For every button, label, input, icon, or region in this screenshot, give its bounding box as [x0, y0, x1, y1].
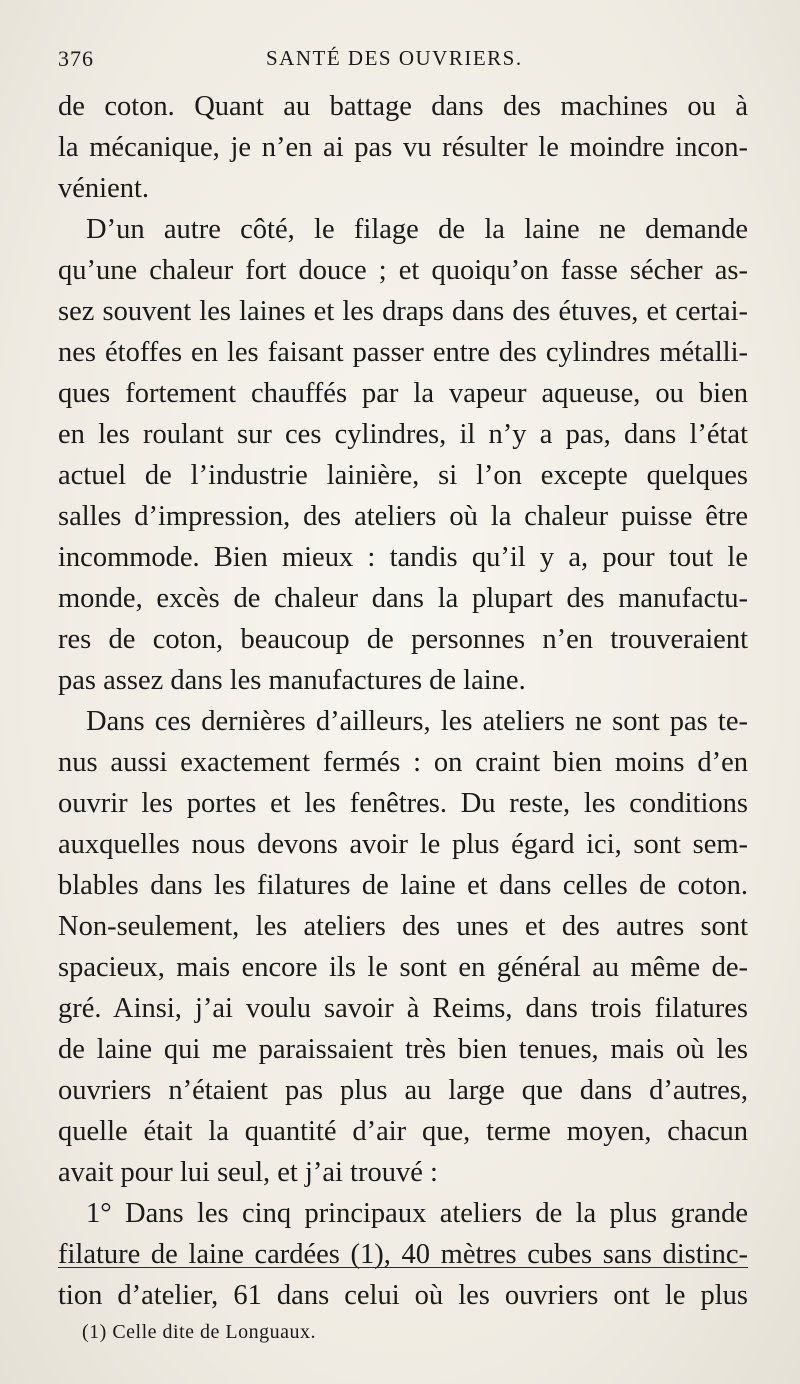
running-head: SANTÉ DES OUVRIERS.: [266, 46, 523, 70]
footnote: (1) Celle dite de Longuaux.: [82, 1321, 316, 1343]
text-line: Dans ces dernières d’ailleurs, les ateliers ne sont pas te-: [86, 706, 748, 737]
text-line: en les roulant sur ces cylindres, il n’y a pas, dans l’état: [58, 419, 748, 450]
text-line: ouvriers n’étaient pas plus au large que dans d’autres,: [58, 1075, 748, 1106]
page-number: 376: [58, 46, 94, 71]
text-line: qu’une chaleur fort douce ; et quoiqu’on fasse sécher as-: [58, 255, 748, 286]
text-line: vénient.: [58, 173, 150, 204]
text-line: monde, excès de chaleur dans la plupart des manufactu-: [58, 583, 748, 614]
text-line: incommode. Bien mieux : tandis qu’il y a, pour tout le: [58, 542, 748, 573]
text-line: ques fortement chauffés par la vapeur aqueuse, ou bien: [58, 378, 748, 409]
text-line: 1° Dans les cinq principaux ateliers de la plus grande: [86, 1198, 748, 1229]
footnote-divider: [58, 1267, 748, 1268]
text-line: Non-seulement, les ateliers des unes et des autres sont: [58, 911, 748, 942]
text-line: sez souvent les laines et les draps dans des étuves, et certai-: [58, 296, 748, 327]
text-line: D’un autre côté, le filage de la laine ne demande: [86, 214, 748, 245]
text-line: de coton. Quant au battage dans des machines ou à: [58, 91, 748, 122]
text-line: ouvrir les portes et les fenêtres. Du reste, les conditions: [58, 788, 748, 819]
text-line: blables dans les filatures de laine et dans celles de coton.: [58, 870, 748, 901]
text-line: tion d’atelier, 61 dans celui où les ouvriers ont le plus: [58, 1280, 748, 1311]
text-line: nus aussi exactement fermés : on craint bien moins d’en: [58, 747, 748, 778]
text-line: gré. Ainsi, j’ai voulu savoir à Reims, dans trois filatures: [58, 993, 748, 1024]
text-line: avait pour lui seul, et j’ai trouvé :: [58, 1157, 438, 1188]
text-line: quelle était la quantité d’air que, terme moyen, chacun: [58, 1116, 748, 1147]
text-line: la mécanique, je n’en ai pas vu résulter le moindre incon-: [58, 132, 748, 163]
page-header: [58, 46, 748, 78]
text-line: filature de laine cardées (1), 40 mètres cubes sans distinc-: [58, 1239, 748, 1270]
text-line: auxquelles nous devons avoir le plus égard ici, sont sem-: [58, 829, 748, 860]
text-line: res de coton, beaucoup de personnes n’en trouveraient: [58, 624, 748, 655]
text-line: de laine qui me paraissaient très bien tenues, mais où les: [58, 1034, 748, 1065]
text-line: actuel de l’industrie lainière, si l’on excepte quelques: [58, 460, 748, 491]
text-line: pas assez dans les manufactures de laine.: [58, 665, 526, 696]
body-text: [58, 86, 748, 1316]
text-line: spacieux, mais encore ils le sont en général au même de-: [58, 952, 748, 983]
text-line: salles d’impression, des ateliers où la chaleur puisse être: [58, 501, 748, 532]
text-line: nes étoffes en les faisant passer entre des cylindres métalli-: [58, 337, 748, 368]
